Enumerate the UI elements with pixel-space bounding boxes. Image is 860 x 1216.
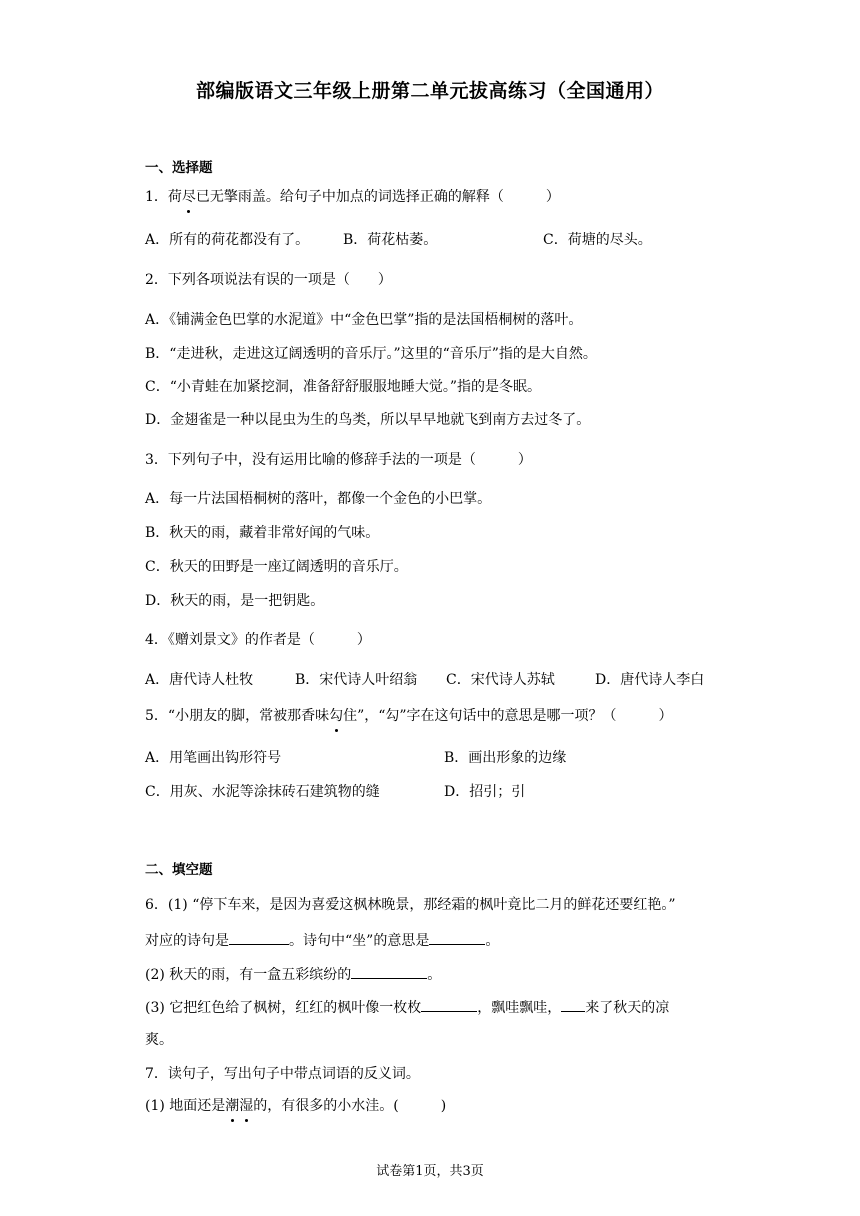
question-1-text-pre: 荷: [167, 189, 182, 205]
text-segment: (3) 它把红色给了枫树，红红的枫叶像一枚枚: [145, 1000, 422, 1016]
question-2-option-a: A．《铺满金色巴掌的水泥道》中“金色巴掌”指的是法国梧桐树的落叶。: [145, 312, 583, 328]
question-6-line-2: [145, 930, 499, 951]
emphasis-dotted-char: 潮: [225, 1098, 240, 1114]
question-1-option-a: A．所有的荷花都没有了。: [145, 232, 310, 248]
question-3-stem: 3．下列句子中，没有运用比喻的修辞手法的一项是（ ）: [145, 452, 532, 468]
question-4-option-c: C．宋代诗人苏轼: [446, 672, 555, 688]
text-segment: 的，有很多的小水洼。( ): [253, 1098, 447, 1114]
question-5-stem: [145, 706, 673, 726]
question-1-stem: [145, 187, 560, 207]
answer-blank[interactable]: [421, 997, 477, 1012]
question-7-sub-1: [145, 1096, 446, 1116]
question-1-option-c: C．荷塘的尽头。: [543, 232, 652, 248]
answer-blank[interactable]: [561, 997, 585, 1012]
question-3-option-a: A．每一片法国梧桐树的落叶，都像一个金色的小巴掌。: [145, 491, 492, 507]
section-heading-choice: 一、选择题: [145, 160, 213, 176]
text-segment: 。: [485, 933, 500, 949]
question-1-option-b: B．荷花枯萎。: [343, 232, 438, 248]
question-2-option-c: C．“小青蛙在加紧挖洞，准备舒舒服服地睡大觉。”指的是冬眠。: [145, 379, 542, 395]
text-segment: 。诗句中“坐”的意思是: [289, 933, 430, 949]
question-7-stem: 7．读句子，写出句子中带点词语的反义词。: [145, 1066, 420, 1082]
question-5-text-pre: 5．“小朋友的脚，常被那香味: [145, 708, 330, 724]
question-5-option-c: C．用灰、水泥等涂抹砖石建筑物的缝: [145, 784, 380, 800]
question-4-stem: 4．《赠刘景文》的作者是（ ）: [145, 632, 371, 648]
text-segment: ，飘哇飘哇，: [477, 1000, 562, 1016]
text-segment: 来了秋天的凉: [585, 1000, 670, 1016]
emphasis-dotted-char: 湿: [239, 1098, 254, 1114]
answer-blank[interactable]: [229, 930, 289, 945]
emphasis-dotted-char: 勾: [329, 708, 344, 724]
question-2-stem: 2．下列各项说法有误的一项是（ ）: [145, 272, 392, 288]
emphasis-dotted-char: 尽: [181, 189, 196, 205]
answer-blank[interactable]: [429, 930, 485, 945]
question-6-line-3: [145, 964, 441, 985]
question-1-text-post: 已无擎雨盖。给句子中加点的词选择正确的解释（ ）: [195, 189, 560, 205]
question-5-option-b: B．画出形象的边缘: [444, 750, 567, 766]
text-segment: 对应的诗句是: [145, 933, 229, 949]
question-6-line-1: 6．(1) “停下车来，是因为喜爱这枫林晚景，那经霜的枫叶竟比二月的鲜花还要红艳。”: [145, 897, 676, 913]
question-6-line-4: [145, 997, 669, 1018]
question-number: 1．: [145, 189, 168, 205]
question-2-option-b: B．“走进秋，走进这辽阔透明的音乐厅。”这里的“音乐厅”指的是大自然。: [145, 346, 597, 362]
page-title: 部编版语文三年级上册第二单元拔高练习（全国通用）: [195, 80, 664, 102]
question-3-option-c: C．秋天的田野是一座辽阔透明的音乐厅。: [145, 559, 408, 575]
text-segment: (1) 地面还是: [145, 1098, 226, 1114]
text-segment: (2) 秋天的雨，有一盒五彩缤纷的: [145, 967, 352, 983]
question-4-option-d: D．唐代诗人李白: [595, 672, 705, 688]
text-segment: 。: [427, 967, 442, 983]
question-4-option-a: A．唐代诗人杜牧: [145, 672, 254, 688]
question-5-option-d: D．招引；引: [444, 784, 526, 800]
question-2-option-d: D．金翅雀是一种以昆虫为生的鸟类，所以早早地就飞到南方去过冬了。: [145, 412, 591, 428]
question-6-line-5: 爽。: [145, 1032, 173, 1048]
page-footer: 试卷第1页，共3页: [376, 1164, 484, 1179]
question-5-text-post: 住”，“勾”字在这句话中的意思是哪一项？（ ）: [343, 708, 673, 724]
section-heading-fill: 二、填空题: [145, 862, 213, 878]
question-3-option-b: B．秋天的雨，藏着非常好闻的气味。: [145, 525, 380, 541]
answer-blank[interactable]: [351, 964, 427, 979]
question-5-option-a: A．用笔画出钩形符号: [145, 750, 282, 766]
question-3-option-d: D．秋天的雨，是一把钥匙。: [145, 593, 325, 609]
question-4-option-b: B．宋代诗人叶绍翁: [295, 672, 418, 688]
